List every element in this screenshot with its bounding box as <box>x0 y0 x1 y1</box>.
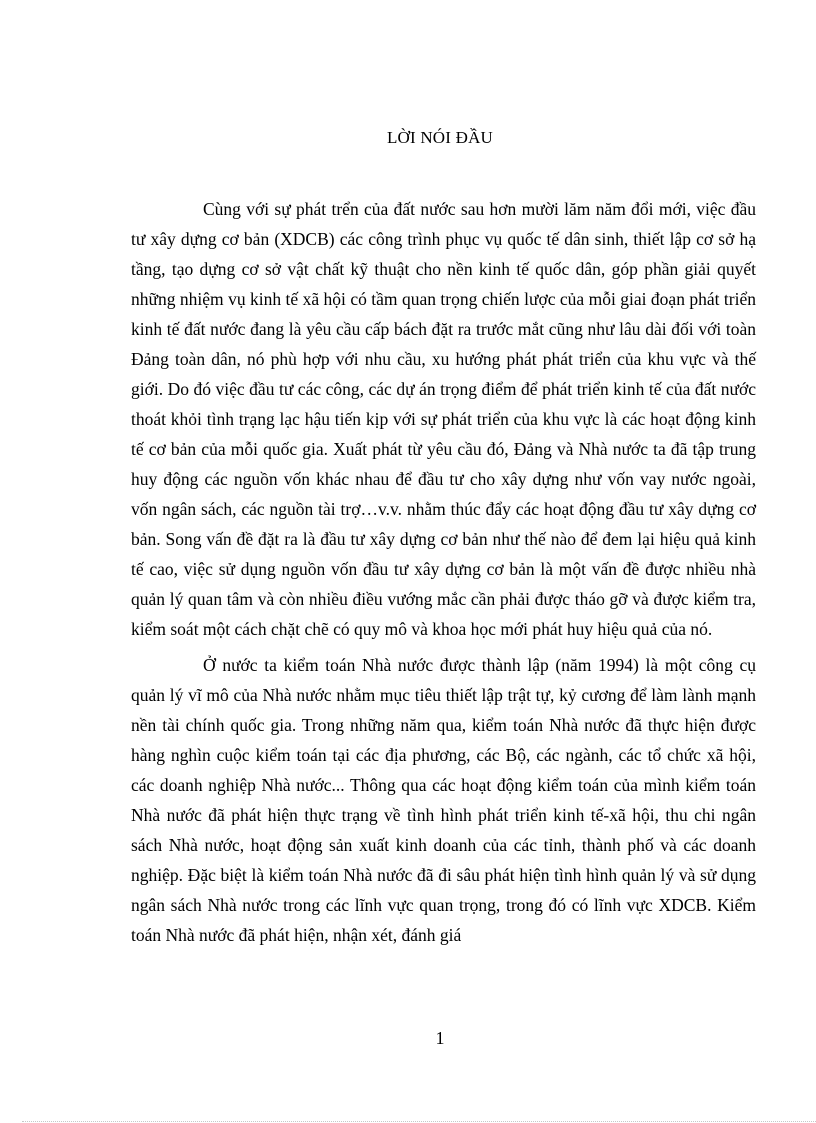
page-title: LỜI NÓI ĐẦU <box>386 128 494 147</box>
paragraph-1: Cùng với sự phát trển của đất nước sau hơn mười lăm năm đổi mới, việc đầu tư xây dựng cơ bản (XDCB) các công trình phục vụ quốc tế dân sinh, thiết lập cơ sở hạ tầng, tạo dựng cơ sở vật chất kỹ thuật cho nền kinh tế quốc dân, góp phần giải quyết những nhiệm vụ kinh tế xã hội có tầm quan trọng chiến lược của mỗi giai đoạn phát triển kinh tế đất nước đang là yêu cầu cấp bách đặt ra trước mắt cũng như lâu dài đối với toàn Đảng toàn dân, nó phù hợp với nhu cầu, xu hướng phát phát triển của khu vực và thế giới. Do đó việc đầu tư các công, các dự án trọng điểm để phát triển kinh tế của đất nước thoát khỏi tình trạng lạc hậu tiến kịp với sự phát triển của khu vực là các hoạt động kinh tế cơ bản của mỗi quốc gia. Xuất phát từ yêu cầu đó, Đảng và Nhà nước ta đã tập trung huy động các nguồn vốn khác nhau để đầu tư cho xây dựng như vốn vay nước ngoài, vốn ngân sách, các nguồn tài trợ…v.v. nhằm thúc đẩy các hoạt động đầu tư xây dựng cơ bản. Song vấn đề đặt ra là đầu tư xây dựng cơ bản như thế nào để đem lại hiệu quả kinh tế cao, việc sử dụng nguồn vốn đầu tư xây dựng cơ bản là một vấn đề được nhiều nhà quản lý quan tâm và còn nhiều điều vướng mắc cần phải được tháo gỡ và được kiểm tra, kiểm soát một cách chặt chẽ có quy mô và khoa học mới phát huy hiệu quả của nó. <box>131 199 756 639</box>
page-number: 1 <box>435 1028 445 1048</box>
paragraph-2: Ở nước ta kiểm toán Nhà nước được thành lập (năm 1994) là một công cụ quản lý vĩ mô của Nhà nước nhằm mục tiêu thiết lập trật tự, kỷ cương để làm lành mạnh nền tài chính quốc gia. Trong những năm qua, kiểm toán Nhà nước đã thực hiện được hàng nghìn cuộc kiểm toán tại các địa phương, các Bộ, các ngành, các tổ chức xã hội, các doanh nghiệp Nhà nước... Thông qua các hoạt động kiểm toán của mình kiểm toán Nhà nước đã phát hiện thực trạng về tình hình phát triển kinh tế-xã hội, thu chi ngân sách Nhà nước, hoạt động sản xuất kinh doanh của các tỉnh, thành phố và các doanh nghiệp. Đặc biệt là kiểm toán Nhà nước đã đi sâu phát hiện tình hình quản lý và sử dụng ngân sách Nhà nước trong các lĩnh vực quan trọng, trong đó có lĩnh vực XDCB. Kiểm toán Nhà nước đã phát hiện, nhận xét, đánh giá <box>131 655 756 945</box>
page-bottom-divider <box>22 1121 816 1122</box>
body-text <box>131 194 756 950</box>
